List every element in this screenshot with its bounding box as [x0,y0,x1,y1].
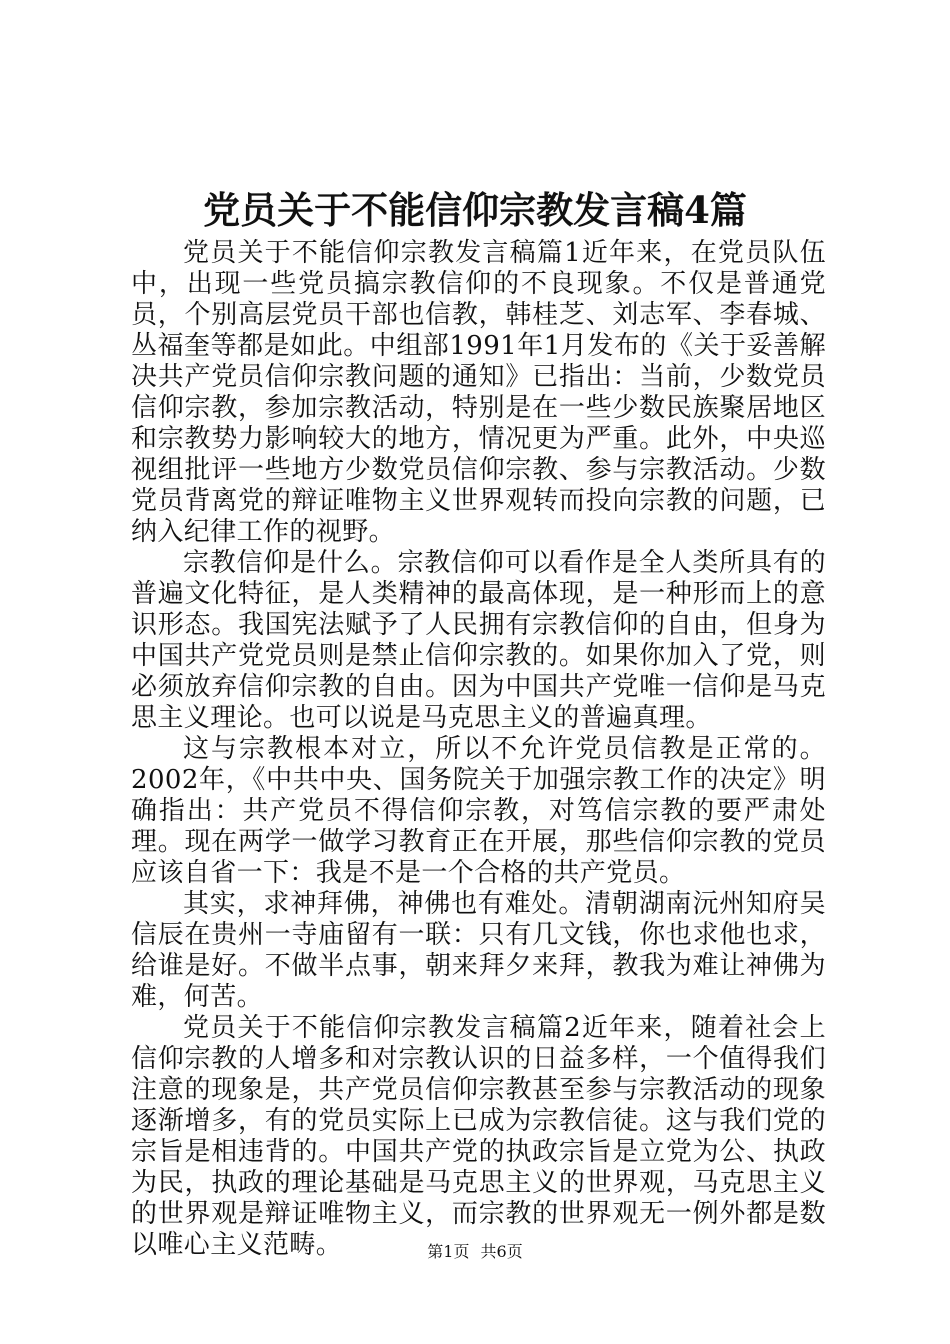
paragraph: 这与宗教根本对立，所以不允许党员信教是正常的。2002年，《中共中央、国务院关于加强宗教工作的决定》明确指出：共产党员不得信仰宗教，对笃信宗教的要严肃处理。现在两学一做学习教育正在开展，那些信仰宗教的党员应该自省一下：我是不是一个合格的共产党员。 [131,734,826,888]
document-body [131,238,826,1261]
paragraph: 党员关于不能信仰宗教发言稿篇2近年来，随着社会上信仰宗教的人增多和对宗教认识的日益多样，一个值得我们注意的现象是，共产党员信仰宗教甚至参与宗教活动的现象逐渐增多，有的党员实际上已成为宗教信徒。这与我们党的宗旨是相违背的。中国共产党的执政宗旨是立党为公、执政为民，执政的理论基础是马克思主义的世界观，马克思主义的世界观是辩证唯物主义，而宗教的世界观无一例外都是数以唯心主义范畴。 [131,1013,826,1260]
paragraph: 其实，求神拜佛，神佛也有难处。清朝湖南沅州知府吴信辰在贵州一寺庙留有一联：只有几文钱，你也求他也求，给谁是好。不做半点事，朝来拜夕来拜，教我为难让神佛为难，何苦。 [131,889,826,1012]
page-number-current: 第1页 [427,1242,470,1261]
page-footer [0,1240,950,1264]
page-number-total: 共6页 [480,1242,523,1261]
paragraph: 党员关于不能信仰宗教发言稿篇1近年来，在党员队伍中，出现一些党员搞宗教信仰的不良现象。不仅是普通党员，个别高层党员干部也信教，韩桂芝、刘志军、李春城、丛福奎等都是如此。中组部1991年1月发布的《关于妥善解决共产党员信仰宗教问题的通知》已指出：当前，少数党员信仰宗教，参加宗教活动，特别是在一些少数民族聚居地区和宗教势力影响较大的地方，情况更为严重。此外，中央巡视组批评一些地方少数党员信仰宗教、参与宗教活动。少数党员背离党的辩证唯物主义世界观转而投向宗教的问题，已纳入纪律工作的视野。 [131,238,826,547]
paragraph: 宗教信仰是什么。宗教信仰可以看作是全人类所具有的普遍文化特征，是人类精神的最高体现，是一种形而上的意识形态。我国宪法赋予了人民拥有宗教信仰的自由，但身为中国共产党党员则是禁止信仰宗教的。如果你加入了党，则必须放弃信仰宗教的自由。因为中国共产党唯一信仰是马克思主义理论。也可以说是马克思主义的普遍真理。 [131,548,826,733]
document-title: 党员关于不能信仰宗教发言稿4篇 [203,188,747,232]
